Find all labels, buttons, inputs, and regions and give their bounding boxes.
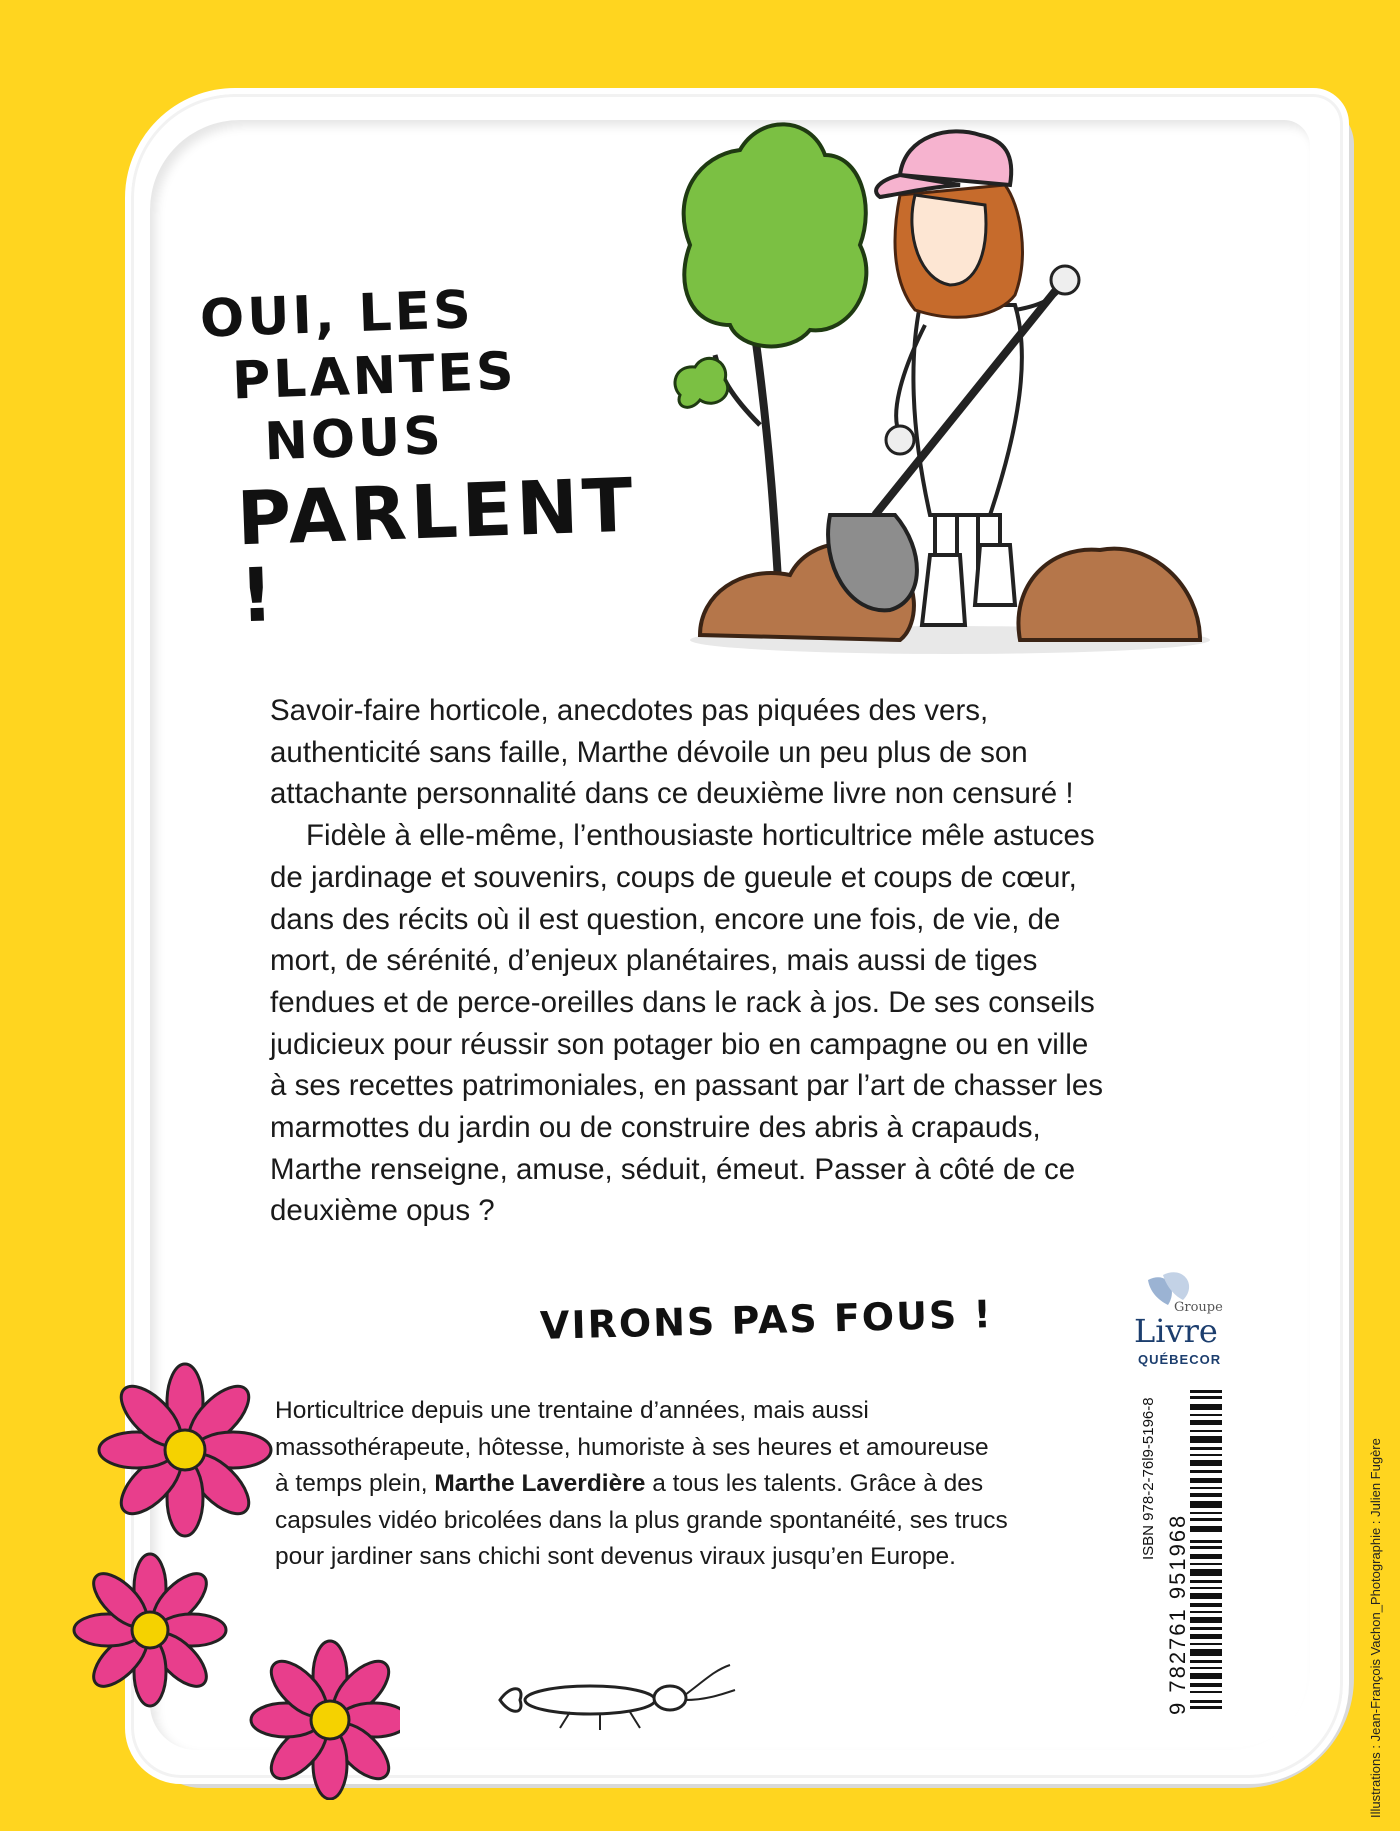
headline-line-1: OUI, LES [199, 280, 475, 350]
earwig-icon [490, 1660, 740, 1740]
headline-line-4: PARLENT ! [235, 462, 639, 640]
book-description [270, 690, 1105, 1232]
bio-line-3-end: a tous les talents. Grâce à des [645, 1470, 984, 1497]
publisher-quebecor: QUÉBECOR [1138, 1352, 1222, 1367]
bio-line-4: capsules vidéo bricolées dans la plus grande spontanéité, ses trucs [275, 1506, 1008, 1534]
headline [199, 278, 641, 638]
barcode-digits: 9 782761 951968 [1165, 1513, 1190, 1715]
bio-line-3-start: à temps plein, [275, 1470, 435, 1497]
isbn-label: ISBN 978-2-76l9-5196-8 [1140, 1397, 1157, 1560]
bio-line-1: Horticultrice depuis une trentaine d’années, mais aussi [275, 1397, 869, 1424]
headline-line-2: PLANTES [231, 341, 518, 412]
publisher-groupe: Groupe [1174, 1300, 1223, 1315]
description-paragraph-1: Savoir-faire horticole, anecdotes pas piquées des vers, authenticité sans faille, Marthe dévoile un peu plus de son attachante personnalité dans ce deuxième livre non censuré ! [270, 694, 1074, 811]
tagline: VIRONS PAS FOUS ! [539, 1292, 994, 1348]
pink-daisy-flowers [70, 1360, 400, 1800]
description-paragraph-2: Fidèle à elle-même, l’enthousiaste horticultrice mêle astuces de jardinage et souvenirs, coups de gueule et coups de cœur, dans des récits où il est question, encore une fois, de vie, de mort, de sérénité, d’enjeux planétaires, mais aussi de tiges fendues et de perce-oreilles dans le rack à jos. De ses conseils judicieux pour réussir son potager bio en campagne ou en ville à ses recettes patrimoniales, en passant par l’art de chasser les marmottes du jardin ou de construire des abris à crapauds, Marthe renseigne, amuse, séduit, émeut. Passer à côté de ce deuxième opus ? [270, 819, 1103, 1228]
bio-line-5: pour jardiner sans chichi sont devenus viraux jusqu’en Europe. [275, 1543, 956, 1570]
bio-line-2: massothérapeute, hôtesse, humoriste à ses heures et amoureuse [275, 1433, 989, 1461]
headline-line-3: NOUS [263, 406, 445, 473]
publisher-livre: Livre [1134, 1312, 1218, 1350]
author-name: Marthe Laverdière [434, 1470, 646, 1497]
gardener-digging-illustration [660, 95, 1220, 665]
photo-credits: Illustrations : Jean-François Vachon_Photographie : Julien Fugère [1368, 1438, 1383, 1818]
barcode [1190, 1390, 1222, 1715]
